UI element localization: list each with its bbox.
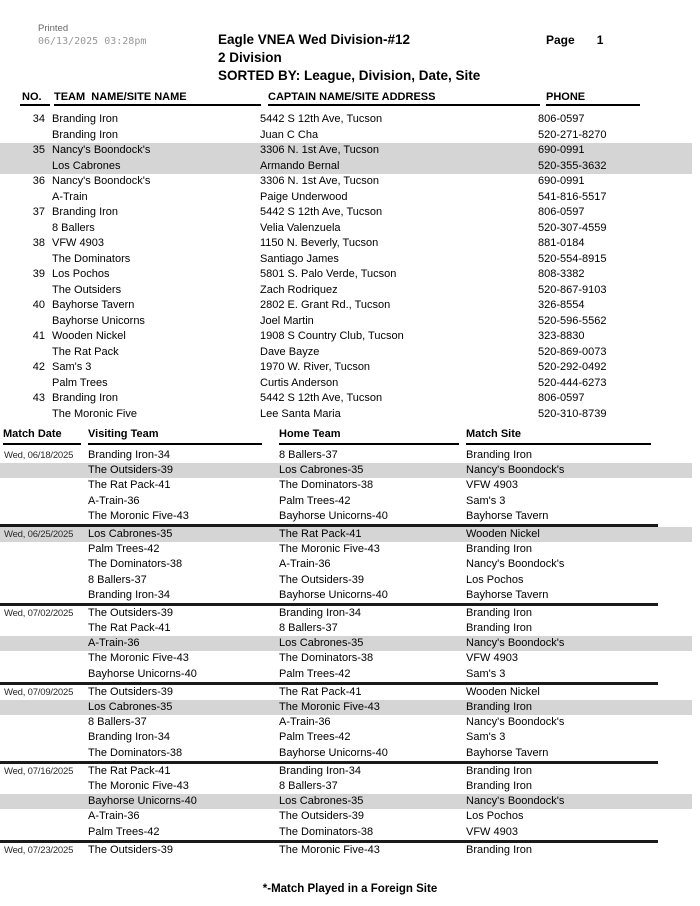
site-phone: 690-0991: [538, 175, 585, 187]
match-site: Bayhorse Tavern: [466, 746, 549, 759]
match-date: [0, 557, 88, 572]
captain-name: Paige Underwood: [260, 190, 348, 203]
visiting-team: The Rat Pack-41: [88, 764, 171, 777]
title-block: [218, 31, 480, 85]
match-site: Wooden Nickel: [466, 527, 540, 540]
visiting-team: Branding Iron-34: [88, 731, 170, 744]
visiting-team: The Outsiders-39: [88, 606, 173, 619]
match-date: [0, 494, 88, 509]
match-schedule-table: [0, 428, 700, 858]
home-team: Branding Iron-34: [279, 764, 361, 777]
footer-note: *-Match Played in a Foreign Site: [262, 883, 438, 895]
captain-name: Armando Bernal: [260, 159, 340, 172]
match-date: [0, 746, 88, 761]
home-team: The Rat Pack-41: [279, 685, 362, 698]
match-site: Nancy's Boondock's: [466, 558, 565, 571]
match-date: [0, 700, 88, 715]
site-phone: 323-8830: [538, 330, 585, 342]
team-captain-row: [0, 252, 700, 268]
col-header-match-site: Match Site: [466, 428, 700, 445]
match-site: Branding Iron: [466, 764, 533, 777]
site-name: Branding Iron: [52, 206, 119, 218]
schedule-table-header: [0, 428, 700, 445]
team-roster-table: [0, 91, 700, 422]
match-date: [0, 636, 88, 651]
match-date: [0, 588, 88, 603]
home-team: The Outsiders-39: [279, 573, 364, 586]
home-team: Palm Trees-42: [279, 494, 351, 507]
team-number-spacer: [0, 376, 45, 392]
visiting-team: The Rat Pack-41: [88, 479, 171, 492]
site-phone: 690-0991: [538, 144, 585, 156]
print-info: [38, 23, 146, 48]
match-row: [0, 478, 700, 493]
team-number-spacer: [0, 128, 45, 144]
col-header-home-team: Home Team: [279, 428, 466, 445]
team-site-row: [0, 391, 700, 407]
match-date: [0, 463, 88, 478]
printed-datetime: 06/13/2025 03:28pm: [38, 36, 147, 47]
team-number-spacer: [0, 221, 45, 237]
team-site-row: [0, 143, 692, 159]
match-site: Branding Iron: [466, 543, 533, 556]
visiting-team: Palm Trees-42: [88, 543, 160, 556]
match-date: Wed, 06/18/2025: [4, 450, 74, 461]
match-row: [0, 621, 700, 636]
visiting-team: Los Cabrones-35: [88, 701, 173, 713]
match-row: [0, 542, 700, 557]
match-date: Wed, 06/25/2025: [4, 528, 74, 540]
match-site: Nancy's Boondock's: [466, 637, 565, 650]
team-number: 37: [32, 206, 45, 218]
team-site-row: [0, 298, 700, 314]
captain-phone: 520-869-0073: [538, 345, 607, 358]
match-site: VFW 4903: [466, 652, 518, 665]
match-date: [0, 573, 88, 588]
captain-phone: 520-444-6273: [538, 376, 607, 389]
team-name: The Rat Pack: [52, 345, 119, 358]
site-name: VFW 4903: [52, 237, 104, 249]
match-site: Los Pochos: [466, 810, 524, 823]
site-address: 3306 N. 1st Ave, Tucson: [260, 144, 380, 156]
home-team: A-Train-36: [279, 558, 331, 571]
site-phone: 806-0597: [538, 113, 585, 125]
schedule-rows: [0, 448, 700, 858]
match-row: [0, 573, 700, 588]
visiting-team: The Dominators-38: [88, 746, 183, 759]
visiting-team: The Dominators-38: [88, 558, 183, 571]
home-team: Los Cabrones-35: [279, 637, 364, 650]
site-address: 5442 S 12th Ave, Tucson: [260, 392, 383, 404]
home-team: Bayhorse Unicorns-40: [279, 509, 388, 522]
visiting-team: A-Train-36: [88, 637, 140, 650]
home-team: A-Train-36: [279, 716, 331, 729]
captain-name: Dave Bayze: [260, 345, 320, 358]
match-date: [0, 730, 88, 745]
match-row: [0, 448, 700, 463]
captain-name: Curtis Anderson: [260, 376, 339, 389]
visiting-team: Palm Trees-42: [88, 825, 160, 838]
visiting-team: Los Cabrones-35: [88, 527, 173, 540]
team-number: 42: [32, 361, 45, 373]
match-date: [0, 825, 88, 840]
match-row: [0, 746, 700, 761]
captain-phone: 520-554-8915: [538, 252, 607, 265]
match-row: [0, 843, 700, 858]
report-sort-order: SORTED BY: League, Division, Date, Site: [218, 68, 481, 83]
match-row: [0, 527, 692, 542]
match-row: [0, 779, 700, 794]
visiting-team: The Outsiders-39: [88, 685, 173, 698]
team-number: 41: [32, 330, 45, 342]
match-site: Sam's 3: [466, 667, 506, 680]
team-site-row: [0, 174, 700, 190]
team-name: Palm Trees: [52, 376, 108, 389]
match-site: Sam's 3: [466, 494, 506, 507]
team-number: 36: [32, 175, 45, 187]
team-site-row: [0, 205, 700, 221]
page-number: [546, 33, 603, 47]
match-row: [0, 636, 692, 651]
site-name: Branding Iron: [52, 113, 119, 125]
match-site: Branding Iron: [466, 843, 533, 856]
match-site: Wooden Nickel: [466, 685, 540, 698]
captain-name: Lee Santa Maria: [260, 407, 341, 420]
visiting-team: The Moronic Five-43: [88, 779, 189, 792]
printed-label: Printed: [38, 23, 69, 34]
match-row: [0, 685, 700, 700]
team-site-row: [0, 360, 700, 376]
site-phone: 520-292-0492: [538, 361, 607, 373]
visiting-team: The Outsiders-39: [88, 843, 173, 856]
match-date: [0, 794, 88, 809]
site-phone: 808-3382: [538, 268, 585, 280]
visiting-team: The Moronic Five-43: [88, 509, 189, 522]
team-captain-row: [0, 190, 700, 206]
team-site-row: [0, 236, 700, 252]
home-team: 8 Ballers-37: [279, 622, 338, 635]
home-team: Branding Iron-34: [279, 606, 361, 619]
match-row: [0, 494, 700, 509]
team-number: 34: [32, 113, 45, 125]
match-date: Wed, 07/09/2025: [4, 686, 74, 698]
site-name: Nancy's Boondock's: [52, 175, 151, 187]
match-date: [0, 667, 88, 682]
captain-name: Joel Martin: [260, 314, 314, 327]
match-date: Wed, 07/16/2025: [4, 765, 74, 777]
match-site: Nancy's Boondock's: [466, 464, 565, 477]
match-date: Wed, 07/23/2025: [4, 844, 74, 856]
home-team: The Outsiders-39: [279, 810, 364, 823]
match-date: [0, 542, 88, 557]
match-row: [0, 794, 692, 809]
captain-phone: 520-307-4559: [538, 221, 607, 234]
col-header-match-date: Match Date: [0, 428, 88, 445]
team-table-header: [0, 91, 700, 106]
site-address: 5442 S 12th Ave, Tucson: [260, 113, 383, 125]
captain-name: Velia Valenzuela: [260, 221, 341, 234]
home-team: Bayhorse Unicorns-40: [279, 746, 388, 759]
visiting-team: The Outsiders-39: [88, 464, 173, 477]
captain-phone: 520-596-5562: [538, 314, 607, 327]
page-number-value: 1: [596, 33, 604, 47]
home-team: 8 Ballers-37: [279, 779, 338, 792]
site-address: 1970 W. River, Tucson: [260, 361, 371, 373]
col-header-no: NO.: [20, 91, 50, 106]
col-header-team-name: TEAM NAME/SITE NAME: [54, 91, 261, 106]
team-number: 39: [32, 268, 45, 280]
match-row: [0, 509, 700, 524]
home-team: The Dominators-38: [279, 652, 374, 665]
team-name: Branding Iron: [52, 128, 119, 141]
team-captain-row: [0, 407, 700, 423]
site-address: 2802 E. Grant Rd., Tucson: [260, 299, 391, 311]
team-number-spacer: [0, 345, 45, 361]
visiting-team: 8 Ballers-37: [88, 716, 147, 729]
team-number-spacer: [0, 407, 45, 423]
site-name: Sam's 3: [52, 361, 92, 373]
site-address: 5442 S 12th Ave, Tucson: [260, 206, 383, 218]
visiting-team: Branding Iron-34: [88, 588, 170, 601]
match-site: Sam's 3: [466, 731, 506, 744]
match-row: [0, 667, 700, 682]
home-team: Bayhorse Unicorns-40: [279, 588, 388, 601]
home-team: The Moronic Five-43: [279, 701, 380, 713]
team-number-spacer: [0, 314, 45, 330]
captain-name: Santiago James: [260, 252, 339, 265]
site-address: 5801 S. Palo Verde, Tucson: [260, 268, 397, 280]
home-team: Los Cabrones-35: [279, 795, 364, 808]
home-team: The Moronic Five-43: [279, 543, 380, 556]
captain-name: Zach Rodriquez: [260, 283, 338, 296]
site-address: 1908 S Country Club, Tucson: [260, 330, 404, 342]
team-captain-row: [0, 283, 700, 299]
match-row: [0, 764, 700, 779]
team-number: 35: [32, 144, 45, 156]
home-team: The Moronic Five-43: [279, 843, 380, 856]
match-row: [0, 651, 700, 666]
match-site: Los Pochos: [466, 573, 524, 586]
report-subtitle: 2 Division: [218, 50, 282, 65]
col-header-phone: PHONE: [546, 91, 640, 106]
match-site: Branding Iron: [466, 606, 533, 619]
home-team: The Rat Pack-41: [279, 527, 362, 540]
site-name: Bayhorse Tavern: [52, 299, 135, 311]
match-site: Bayhorse Tavern: [466, 588, 549, 601]
match-site: Branding Iron: [466, 622, 533, 635]
match-row: [0, 557, 700, 572]
match-site: Branding Iron: [466, 449, 533, 461]
match-date: [0, 651, 88, 666]
home-team: 8 Ballers-37: [279, 449, 338, 461]
team-captain-row: [0, 345, 700, 361]
match-row: [0, 700, 692, 715]
visiting-team: The Rat Pack-41: [88, 622, 171, 635]
match-row: [0, 606, 700, 621]
match-row: [0, 730, 700, 745]
team-name: Los Cabrones: [52, 159, 121, 172]
team-number: 43: [32, 392, 45, 404]
visiting-team: Bayhorse Unicorns-40: [88, 795, 197, 808]
site-name: Wooden Nickel: [52, 330, 126, 342]
match-site: VFW 4903: [466, 825, 518, 838]
captain-phone: 520-867-9103: [538, 283, 607, 296]
team-captain-row: [0, 221, 700, 237]
match-date: [0, 478, 88, 493]
match-date: Wed, 07/02/2025: [4, 607, 74, 619]
match-row: [0, 588, 700, 603]
visiting-team: Branding Iron-34: [88, 449, 170, 461]
visiting-team: Bayhorse Unicorns-40: [88, 667, 197, 680]
site-phone: 806-0597: [538, 206, 585, 218]
match-site: Branding Iron: [466, 779, 533, 792]
match-site: Branding Iron: [466, 701, 533, 713]
team-name: The Dominators: [52, 252, 131, 265]
page-label: Page: [546, 33, 575, 47]
match-row: [0, 809, 700, 824]
match-date: [0, 509, 88, 524]
team-site-row: [0, 267, 700, 283]
home-team: Los Cabrones-35: [279, 464, 364, 477]
home-team: The Dominators-38: [279, 825, 374, 838]
site-phone: 881-0184: [538, 237, 585, 249]
visiting-team: A-Train-36: [88, 494, 140, 507]
team-number-spacer: [0, 252, 45, 268]
home-team: Palm Trees-42: [279, 667, 351, 680]
team-captain-row: [0, 159, 692, 175]
home-team: The Dominators-38: [279, 479, 374, 492]
match-site: Bayhorse Tavern: [466, 509, 549, 522]
site-name: Nancy's Boondock's: [52, 144, 151, 156]
captain-phone: 541-816-5517: [538, 190, 607, 203]
match-row: [0, 825, 700, 840]
match-date: [0, 715, 88, 730]
captain-name: Juan C Cha: [260, 128, 319, 141]
captain-phone: 520-310-8739: [538, 407, 607, 420]
team-number: 38: [32, 237, 45, 249]
captain-phone: 520-271-8270: [538, 128, 607, 141]
visiting-team: A-Train-36: [88, 810, 140, 823]
team-site-row: [0, 329, 700, 345]
col-header-captain: CAPTAIN NAME/SITE ADDRESS: [268, 91, 540, 106]
team-name: Bayhorse Unicorns: [52, 314, 145, 327]
team-number-spacer: [0, 190, 45, 206]
team-name: The Moronic Five: [52, 407, 137, 420]
team-number-spacer: [0, 159, 45, 175]
match-site: Nancy's Boondock's: [466, 795, 565, 808]
match-date: [0, 809, 88, 824]
home-team: Palm Trees-42: [279, 731, 351, 744]
team-site-row: [0, 112, 700, 128]
team-rows: [0, 112, 700, 422]
col-header-visiting-team: Visiting Team: [88, 428, 279, 445]
report-title: Eagle VNEA Wed Division-#12: [218, 32, 411, 47]
match-date: [0, 621, 88, 636]
site-address: 1150 N. Beverly, Tucson: [260, 237, 379, 249]
site-address: 3306 N. 1st Ave, Tucson: [260, 175, 380, 187]
visiting-team: The Moronic Five-43: [88, 652, 189, 665]
captain-phone: 520-355-3632: [538, 159, 607, 172]
match-row: [0, 715, 700, 730]
team-name: The Outsiders: [52, 283, 122, 296]
team-number: 40: [32, 299, 45, 311]
team-number-spacer: [0, 283, 45, 299]
match-site: VFW 4903: [466, 479, 518, 492]
match-site: Nancy's Boondock's: [466, 716, 565, 729]
site-phone: 326-8554: [538, 299, 585, 311]
match-date: [0, 779, 88, 794]
team-name: 8 Ballers: [52, 221, 95, 234]
site-name: Branding Iron: [52, 392, 119, 404]
team-captain-row: [0, 314, 700, 330]
site-name: Los Pochos: [52, 268, 110, 280]
match-row: [0, 463, 692, 478]
team-captain-row: [0, 376, 700, 392]
site-phone: 806-0597: [538, 392, 585, 404]
visiting-team: 8 Ballers-37: [88, 573, 147, 586]
team-captain-row: [0, 128, 700, 144]
team-name: A-Train: [52, 190, 88, 203]
